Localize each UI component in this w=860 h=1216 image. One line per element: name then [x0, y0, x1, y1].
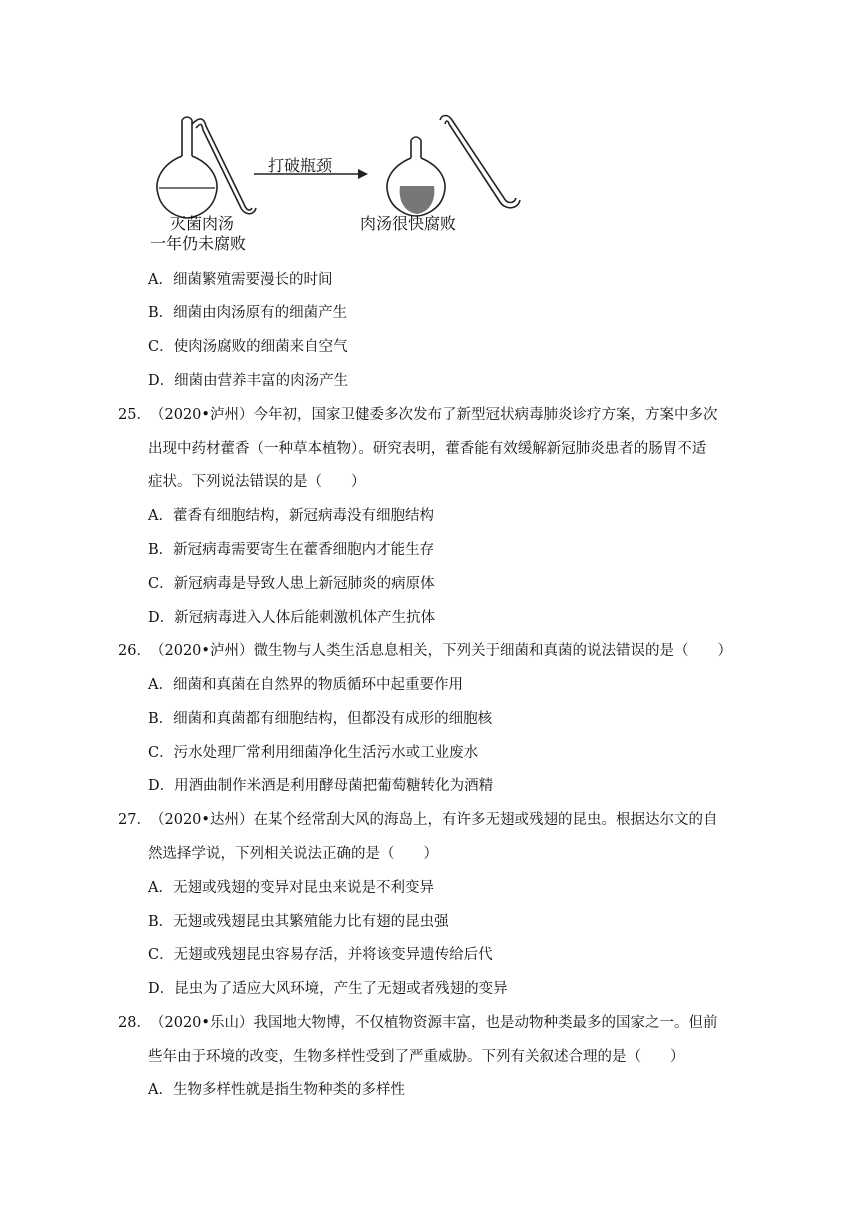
arrow-label: 打破瓶颈 [268, 156, 333, 175]
q27-number: 27． [118, 812, 151, 828]
q25-option-a: A．藿香有细胞结构，新冠病毒没有细胞结构 [148, 508, 434, 524]
left-flask-caption-line2: 一年仍未腐败 [150, 234, 247, 253]
q25-stem-line3: 症状。下列说法错误的是（ ） [148, 474, 366, 490]
left-flask-caption-line1: 灭菌肉汤 [170, 214, 235, 233]
q25-option-c: C．新冠病毒是导致人患上新冠肺炎的病原体 [148, 576, 435, 592]
q26-option-c: C．污水处理厂常利用细菌净化生活污水或工业废水 [148, 745, 479, 761]
q27-option-b: B．无翅或残翅昆虫其繁殖能力比有翅的昆虫强 [148, 914, 449, 930]
right-flask-icon [387, 137, 445, 216]
right-flask-caption: 肉汤很快腐败 [360, 214, 457, 233]
left-flask-icon [157, 117, 256, 218]
q27-stem-line2: 然选择学说，下列相关说法正确的是（ ） [148, 846, 438, 862]
q27-stem-line1: （2020•达州）在某个经常刮大风的海岛上，有许多无翅或残翅的昆虫。根据达尔文的自 [150, 812, 718, 828]
q26-option-b: B．细菌和真菌都有细胞结构，但都没有成形的细胞核 [148, 711, 493, 727]
q28-stem-line2: 些年由于环境的改变，生物多样性受到了严重威胁。下列有关叙述合理的是（ ） [148, 1049, 685, 1065]
q24-option-a: A．细菌繁殖需要漫长的时间 [148, 272, 333, 288]
q25-stem-line1: （2020•泸州）今年初，国家卫健委多次发布了新型冠状病毒肺炎诊疗方案，方案中多次 [150, 407, 718, 423]
q26-option-d: D．用酒曲制作米酒是利用酵母菌把葡萄糖转化为酒精 [148, 778, 494, 794]
q25-stem-line2: 出现中药材藿香（一种草本植物）。研究表明，藿香能有效缓解新冠肺炎患者的肠胃不适 [148, 441, 707, 457]
q27-option-d: D．昆虫为了适应大风环境，产生了无翅或者残翅的变异 [148, 981, 508, 997]
q26-stem-line1: （2020•泸州）微生物与人类生活息息相关，下列关于细菌和真菌的说法错误的是（ ） [150, 643, 732, 659]
q27-option-c: C．无翅或残翅昆虫容易存活，并将该变异遗传给后代 [148, 947, 493, 963]
q25-option-d: D．新冠病毒进入人体后能刺激机体产生抗体 [148, 610, 436, 626]
q28-option-a: A．生物多样性就是指生物种类的多样性 [148, 1082, 405, 1098]
broken-neck-tube-icon [440, 116, 520, 208]
q24-option-c: C．使肉汤腐败的细菌来自空气 [148, 339, 348, 355]
q27-option-a: A．无翅或残翅的变异对昆虫来说是不利变异 [148, 880, 434, 896]
q28-stem-line1: （2020•乐山）我国地大物博，不仅植物资源丰富，也是动物种类最多的国家之一。但前 [150, 1015, 718, 1031]
q26-option-a: A．细菌和真菌在自然界的物质循环中起重要作用 [148, 677, 463, 693]
swan-neck-flask-figure [140, 112, 540, 252]
q28-number: 28． [118, 1015, 151, 1031]
q24-option-d: D．细菌由营养丰富的肉汤产生 [148, 373, 349, 389]
q24-option-b: B．细菌由肉汤原有的细菌产生 [148, 305, 348, 321]
q26-number: 26． [118, 643, 151, 659]
q25-number: 25． [118, 407, 151, 423]
q25-option-b: B．新冠病毒需要寄生在藿香细胞内才能生存 [148, 542, 435, 558]
